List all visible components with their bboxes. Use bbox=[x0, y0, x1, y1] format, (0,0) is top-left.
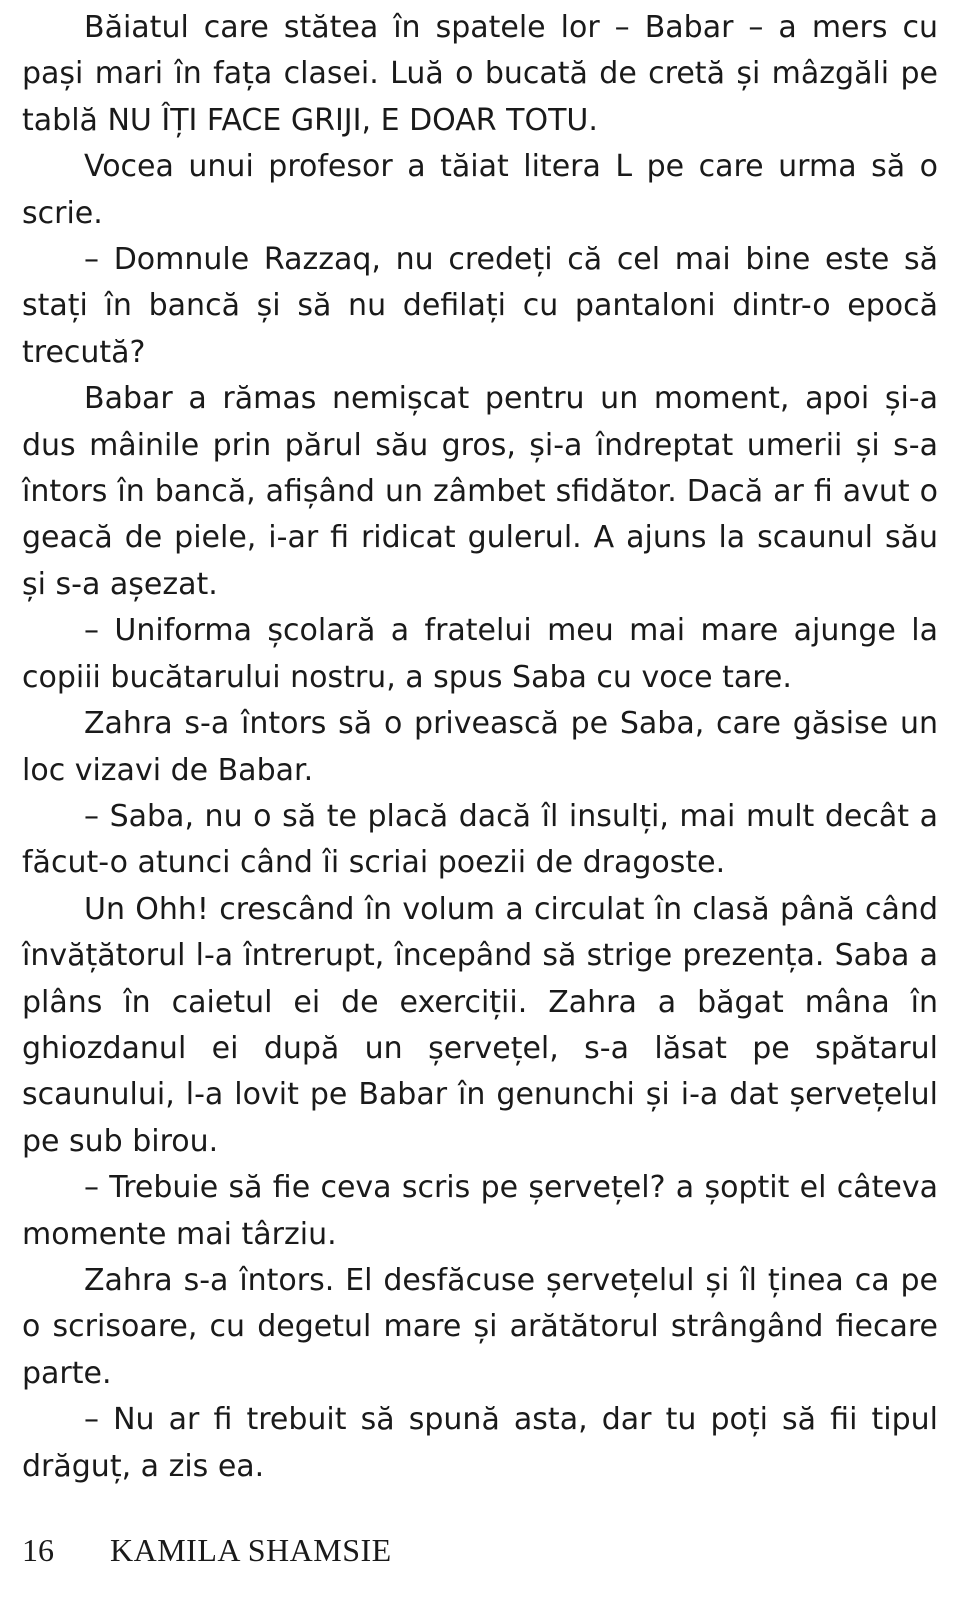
paragraph-5: – Uniforma școlară a fratelui meu mai mare ajunge la copiii bucătarului nostru, a spus Saba cu voce tare. bbox=[22, 613, 938, 695]
paragraph-1: Băiatul care stătea în spatele lor – Babar – a mers cu pași mari în fața clasei. Luă o bucată de cretă și mâzgăli pe tablă NU ÎȚI FACE GRIJI, E DOAR TOTU. bbox=[22, 10, 938, 138]
page-body bbox=[22, 0, 938, 1490]
paragraph-10: Zahra s-a întors. El desfăcuse șervețelul și îl ținea ca pe o scrisoare, cu degetul mare și arătătorul strângând fiecare parte. bbox=[22, 1262, 938, 1391]
paragraph-7: – Saba, nu o să te placă dacă îl insulți, mai mult decât a făcut-o atunci când îi scriai poezii de dragoste. bbox=[22, 798, 938, 881]
paragraph-6: Zahra s-a întors să o privească pe Saba, care găsise un loc vizavi de Babar. bbox=[22, 706, 938, 788]
running-head-author: KAMILA SHAMSIE bbox=[110, 1532, 392, 1568]
page-number: 16 bbox=[22, 1532, 54, 1568]
paragraph-4: Babar a rămas nemișcat pentru un moment, apoi și-a dus mâinile prin părul său gros, și-a îndreptat umerii și s-a întors în bancă, afișând un zâmbet sfidător. Dacă ar fi avut o geacă de piele, i-ar fi ridicat gulerul. A ajuns la scaunul său și s-a așezat. bbox=[22, 381, 938, 602]
page-footer bbox=[22, 1530, 392, 1570]
paragraph-3: – Domnule Razzaq, nu credeți că cel mai bine este să stați în bancă și să nu defilați cu pantaloni dintr-o epocă trecută? bbox=[22, 242, 938, 370]
paragraph-11: – Nu ar fi trebuit să spună asta, dar tu poți să fii tipul drăguț, a zis ea. bbox=[22, 1402, 938, 1484]
paragraph-8: Un Ohh! crescând în volum a circulat în clasă până când învățătorul l-a întrerupt, începând să strige prezența. Saba a plâns în caietul ei de exerciții. Zahra a băgat mâna în ghiozdanul ei după un șervețel, s-a lăsat pe spătarul scaunului, l-a lovit pe Babar în genunchi și i-a dat șervețelul pe sub birou. bbox=[22, 891, 938, 1159]
paragraph-2: Vocea unui profesor a tăiat litera L pe care urma să o scrie. bbox=[22, 149, 938, 231]
paragraph-9: – Trebuie să fie ceva scris pe șervețel? a șoptit el câteva momente mai târziu. bbox=[22, 1170, 938, 1252]
